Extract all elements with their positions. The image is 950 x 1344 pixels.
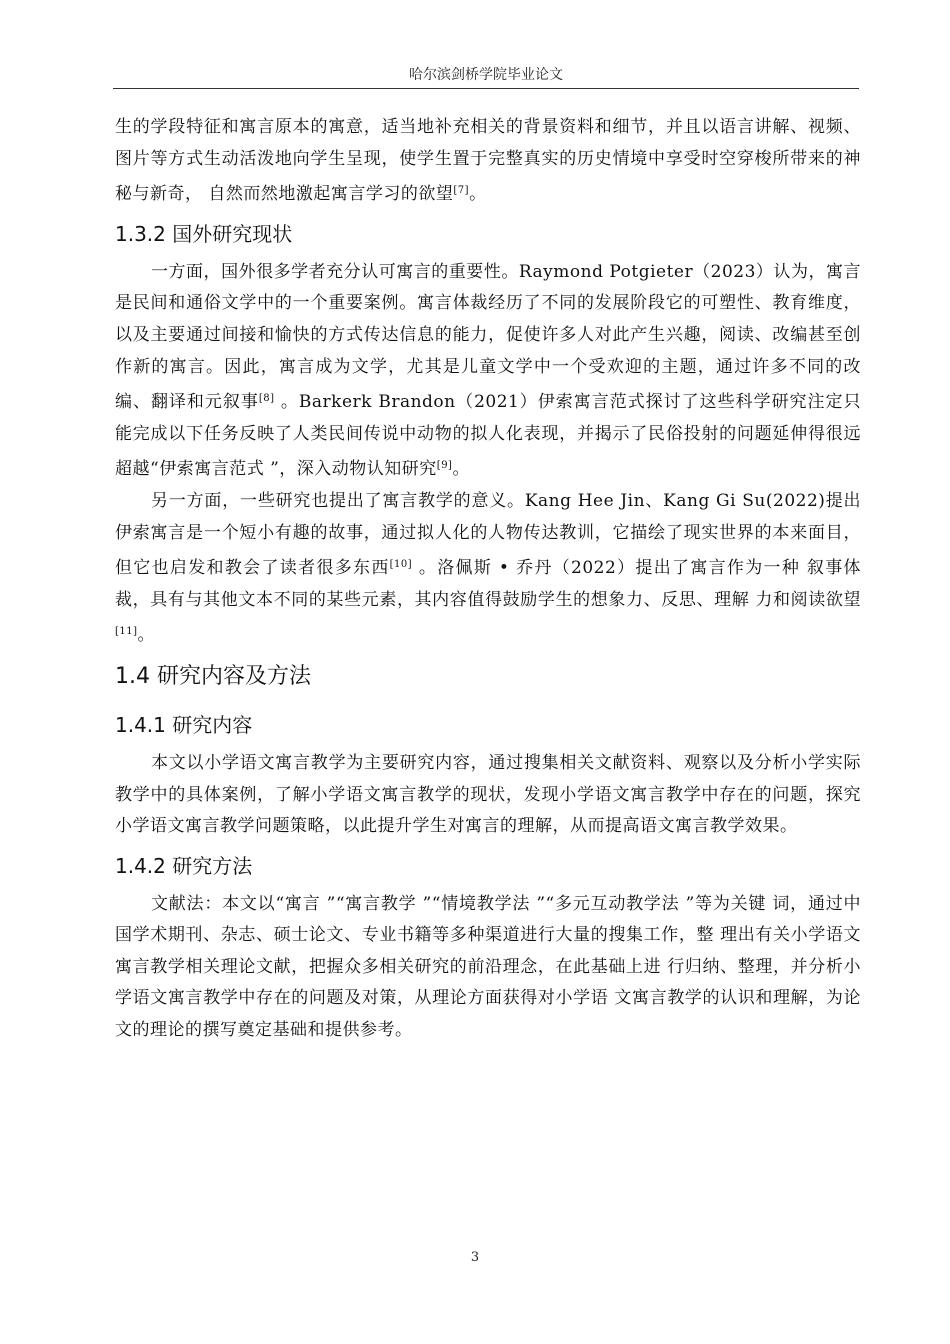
page-body	[115, 112, 861, 1047]
section-heading-1-3-2: 1.3.2 国外研究现状	[115, 221, 293, 246]
citation-9: [9]	[436, 460, 453, 472]
paragraph-tail: 。	[452, 459, 470, 480]
page-number: 3	[470, 1250, 480, 1265]
section-heading-1-4-1: 1.4.1 研究内容	[115, 712, 253, 737]
paragraph-research-content: 本文以小学语文寓言教学为主要研究内容，通过搜集相关文献资料、观察以及分析小学实际教学中的具体案例，了解小学语文寓言教学的现状，发现小学语文寓言教学中存在的问题，探究小学语文寓言教学问题策略，以此提升学生对寓言的理解，从而提高语文寓言教学效果。	[115, 752, 861, 837]
paragraph-tail: 。	[137, 625, 156, 646]
page-header: 哈尔滨剑桥学院毕业论文	[113, 64, 859, 89]
paragraph-text-mid: 。洛佩斯 • 乔丹（2022）提出了寓言作为一种 叙事体裁，具有与其他文本不同的某些元素，其内容值得鼓励学生的想象力、反思、理解 力和阅读欲望	[115, 558, 862, 610]
paragraph-text: 一方面，国外很多学者充分认可寓言的重要性。Raymond Potgieter（2023）认为，寓言是民间和通俗文学中的一个重要案例。寓言体裁经历了不同的发展阶段它的可塑性、教育维度，以及主要通过间接和愉快的方式传达信息的能力，促使许多人对此产生兴趣，阅读、改编甚至创作新的寓言。因此，寓言成为文学，尤其是儿童文学中一个受欢迎的主题，通过许多不同的改编、翻译和元叙事	[115, 261, 861, 413]
section-heading-1-4-2: 1.4.2 研究方法	[115, 853, 253, 878]
paragraph-text-mid: 。Barkerk Brandon（2021）伊索寓言范式探讨了这些科学研究注定只能完成以下任务反映了人类民间传说中动物的拟人化表现，并揭示了民俗投射的问题延伸得很远超越“伊索寓言范式 ”，深入动物认知研究	[115, 392, 861, 480]
paragraph-continued	[115, 112, 861, 211]
paragraph-foreign-research-1	[115, 257, 861, 486]
citation-11: [11]	[115, 626, 138, 638]
paragraph-tail: 。	[469, 184, 487, 205]
section-heading-1-4: 1.4 研究内容及方法	[115, 663, 311, 689]
citation-10: [10]	[389, 559, 413, 571]
citation-7: [7]	[453, 185, 470, 197]
paragraph-research-method: 文献法：本文以“寓言 ”“寓言教学 ”“情境教学法 ”“多元互动教学法 ”等为关键 词，通过中国学术期刊、杂志、硕士论文、专业书籍等多种渠道进行大量的搜集工作，整 理出有关小学语文寓言教学相关理论文献，把握众多相关研究的前沿理念，在此基础上进 行归纳、整理，并分析小学语文寓言教学中存在的问题及对策，从理论方面获得对小学语 文寓言教学的认识和理解，为论文的理论的撰写奠定基础和提供参考。	[115, 893, 861, 1041]
citation-8: [8]	[258, 393, 275, 405]
paragraph-text: 另一方面，一些研究也提出了寓言教学的意义。Kang Hee Jin、Kang Gi Su(2022)提出伊索寓言是一个短小有趣的故事，通过拟人化的人物传达教训，它描绘了现实世界的本来面目，但它也启发和教会了读者很多东西	[115, 490, 861, 579]
paragraph-foreign-research-2	[115, 486, 861, 652]
paragraph-text: 生的学段特征和寓言原本的寓意，适当地补充相关的背景资料和细节，并且以语言讲解、视频、图片等方式生动活泼地向学生呈现，使学生置于完整真实的历史情境中享受时空穿梭所带来的神秘与新奇， 自然而然地激起寓言学习的欲望	[115, 117, 861, 205]
